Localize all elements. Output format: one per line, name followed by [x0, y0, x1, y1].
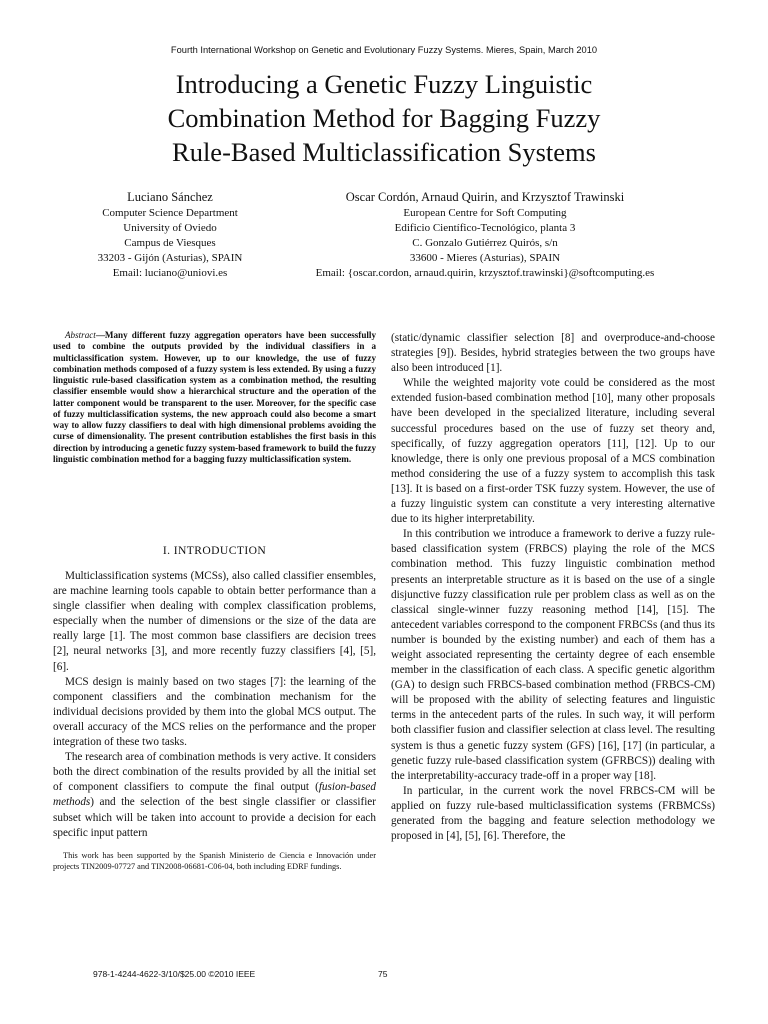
footer-isbn: 978-1-4244-4622-3/10/$25.00 ©2010 IEEE — [93, 969, 256, 979]
author-univ: University of Oviedo — [123, 222, 217, 234]
author-center: European Centre for Soft Computing — [403, 207, 567, 219]
title-line: Introducing a Genetic Fuzzy Linguistic — [175, 69, 593, 99]
author-address: 33203 - Gijón (Asturias), SPAIN — [97, 252, 243, 264]
paragraph: In this contribution we introduce a framework to derive a fuzzy rule-based classification system (FRBCS) playing the role of the MCS combination method. This fuzzy linguistic combination method presents an interpretable structure as it is based on the use of a single disjunctive fuzzy classification rule per problem class as well as on the classical single-winner fuzzy reasoning method [14], [15]. The antecedent variables correspond to the component FRBCSs (and thus its number is bounded by the existing number) and each of them has a weight associated representing the certainty degree of each ensemble member in the classification of each class. A specific genetic algorithm (GA) to design such FRBCS-based combination method (FRBCS-CM) will be proposed with the ability of selecting features and linguistic terms in the antecedent parts of the rules. In such way, it will perform both classifier fusion and classifier selection at class level. The resulting system is thus a genetic fuzzy system (GFS) [16], [17] (in particular, a genetic fuzzy rule-based classification system (GFRBCS)) dealing with the interpretability-accuracy trade-off in a proper way [18]. — [391, 528, 715, 782]
author-address: 33600 - Mieres (Asturias), SPAIN — [409, 252, 561, 264]
footnote: This work has been supported by the Spanish Ministerio de Ciencia e Innovación under projects TIN2009-07727 and TIN2008-06681-C06-04, both including EDRF fundings. — [53, 851, 376, 871]
paragraph: (static/dynamic classifier selection [8] and overproduce-and-choose strategies [9]). Besides, hybrid strategies between the two groups have also been introduced [1]. — [391, 332, 715, 375]
author-email: Email: {oscar.cordon, arnaud.quirin, krzysztof.trawinski}@softcomputing.es — [315, 267, 655, 279]
author-email: Email: luciano@uniovi.es — [112, 267, 228, 279]
author-names: Oscar Cordón, Arnaud Quirin, and Krzysztof Trawinski — [345, 190, 625, 204]
conference-header: Fourth International Workshop on Genetic and Evolutionary Fuzzy Systems. Mieres, Spain, March 2010 — [170, 45, 598, 55]
paragraph: MCS design is mainly based on two stages [7]: the learning of the component classifiers and the combination mechanism for the individual decisions provided by them into the global MCS output. The overall accuracy of the MCS relies on the performance and the proper integration of these two tasks. — [53, 675, 376, 749]
abstract-label: Abstract — [65, 330, 96, 340]
italic-term: fusion-based methods — [53, 781, 376, 809]
author-building: Edificio Científico-Tecnológico, planta 3 — [394, 222, 576, 234]
paragraph: The research area of combination methods is very active. It considers both the direct combination of the results provided by all the initial set of component classifiers to compute the final output (fusion-based methods) and the selection of the best single classifier or classifier subset which will be taken into account to provide a decision for each specific input pattern — [53, 751, 376, 839]
intro-left-column — [53, 569, 376, 841]
title-line: Rule-Based Multiclassification Systems — [172, 137, 596, 167]
paragraph: In particular, in the current work the novel FRBCS-CM will be applied on fuzzy rule-based multiclassification systems (FRBMCSs) generated from the bagging and feature selection methodology we proposed in [4], [5], [6]. Therefore, the — [391, 784, 715, 843]
title-line: Combination Method for Bagging Fuzzy — [167, 103, 601, 133]
author-dept: Computer Science Department — [102, 207, 238, 219]
author-campus: Campus de Viesques — [124, 237, 216, 249]
author-name: Luciano Sánchez — [127, 190, 213, 204]
section-heading: I. INTRODUCTION — [162, 544, 267, 557]
abstract-text: —Many different fuzzy aggregation operators have been successfully used to combine the outputs provided by the individual classifiers in a multiclassification system. However, up to our knowledge, the use of fuzzy combination methods composed of a fuzzy system is less extended. By using a fuzzy linguistic rule-based classification system as a combination method, the resulting classifier ensemble would show a hierarchical structure and the operation of the latter component would be transparent to the user. Moreover, for the specific case of fuzzy multiclassification systems, the new approach could also become a smart way to allow fuzzy classifiers to deal with high dimensional problems avoiding the curse of dimensionality. The present contribution establishes the first basis in this direction by introducing a genetic fuzzy system-based framework to build the fuzzy linguistic combination method for a bagging fuzzy multiclassification system. — [53, 330, 376, 464]
abstract — [53, 330, 376, 465]
author-block-2 — [260, 189, 710, 281]
paragraph: While the weighted majority vote could be considered as the most extended fusion-based combination method [10], many other proposals have been developed in the specialized literature, including several successful procedures based on the use of fuzzy set theory and, specifically, of fuzzy aggregation operators [11], [12]. Up to our knowledge, there is only one previous proposal of a MCS combination method considering the use of a fuzzy system to accomplish this task [13]. It is based on a first-order TSK fuzzy system. However, the use of a fuzzy linguistic system can constitute a very interesting alternative due to its higher interpretability. — [391, 377, 715, 526]
paper-title — [60, 67, 708, 169]
page-number: 75 — [378, 969, 388, 979]
right-column — [391, 331, 715, 844]
author-street: C. Gonzalo Gutiérrez Quirós, s/n — [412, 237, 558, 249]
paragraph: Multiclassification systems (MCSs), also called classifier ensembles, are machine learning tools capable to obtain better performance than a single classifier when dealing with complex classification problems, especially when the number of dimensions or the size of the data are really large [1]. The most common base classifiers are decision trees [2], neural networks [3], and more recently fuzzy classifiers [4], [5], [6]. — [53, 570, 376, 673]
